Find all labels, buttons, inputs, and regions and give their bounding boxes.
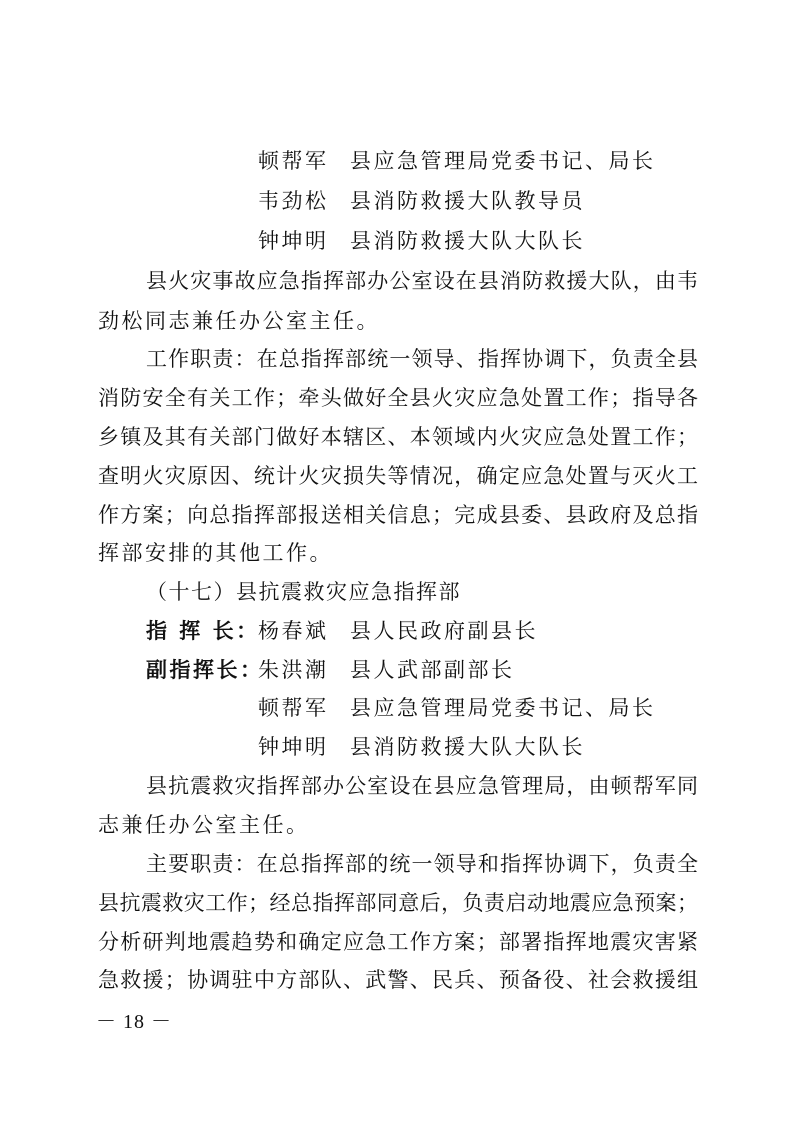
paragraph-line: 乡镇及其有关部门做好本辖区、本领域内火灾应急处置工作； <box>98 425 698 449</box>
paragraph-line: 挥部安排的其他工作。 <box>98 541 333 565</box>
deputy-name: 顿帮军 <box>258 696 329 720</box>
section-heading: （十七）县抗震救灾应急指挥部 <box>146 580 461 604</box>
paragraph-line: 县抗震救灾工作；经总指挥部同意后，负责启动地震应急预案； <box>98 891 698 915</box>
paragraph-line: 县抗震救灾指挥部办公室设在县应急管理局，由顿帮军同 <box>146 774 698 798</box>
paragraph-line: 查明火灾原因、统计火灾损失等情况，确定应急处置与灭火工 <box>98 464 698 488</box>
paragraph-line: 作方案；向总指挥部报送相关信息；完成县委、县政府及总指 <box>98 503 698 527</box>
member-role: 县消防救援大队教导员 <box>350 189 585 213</box>
member-name: 顿帮军 <box>258 149 329 173</box>
deputy-role: 县应急管理局党委书记、局长 <box>350 696 656 720</box>
paragraph-line: 消防安全有关工作；牵头做好全县火灾应急处置工作；指导各 <box>98 386 698 410</box>
deputy-label: 副指挥长： <box>146 657 264 682</box>
deputy-name: 朱洪潮 <box>258 658 329 682</box>
deputy-role: 县人武部副部长 <box>350 658 515 682</box>
paragraph-line: 工作职责：在总指挥部统一领导、指挥协调下，负责全县 <box>146 347 698 371</box>
paragraph-line: 主要职责：在总指挥部的统一领导和指挥协调下，负责全 <box>146 852 698 876</box>
paragraph-line: 分析研判地震趋势和确定应急工作方案；部署指挥地震灾害紧 <box>98 930 698 954</box>
deputy-name: 钟坤明 <box>258 735 329 759</box>
paragraph-line: 急救援；协调驻中方部队、武警、民兵、预备役、社会救援组 <box>98 968 698 992</box>
paragraph-line: 县火灾事故应急指挥部办公室设在县消防救援大队，由韦 <box>146 269 698 293</box>
member-name: 钟坤明 <box>258 229 329 253</box>
member-role: 县应急管理局党委书记、局长 <box>350 149 656 173</box>
commander-label: 指 挥 长： <box>146 618 260 643</box>
paragraph-line: 劲松同志兼任办公室主任。 <box>98 309 380 333</box>
page-number: － 18 － <box>96 1011 172 1033</box>
member-role: 县消防救援大队大队长 <box>350 229 585 253</box>
commander-role: 县人民政府副县长 <box>350 619 538 643</box>
deputy-role: 县消防救援大队大队长 <box>350 735 585 759</box>
member-name: 韦劲松 <box>258 189 329 213</box>
commander-name: 杨春斌 <box>258 619 329 643</box>
paragraph-line: 志兼任办公室主任。 <box>98 813 310 837</box>
